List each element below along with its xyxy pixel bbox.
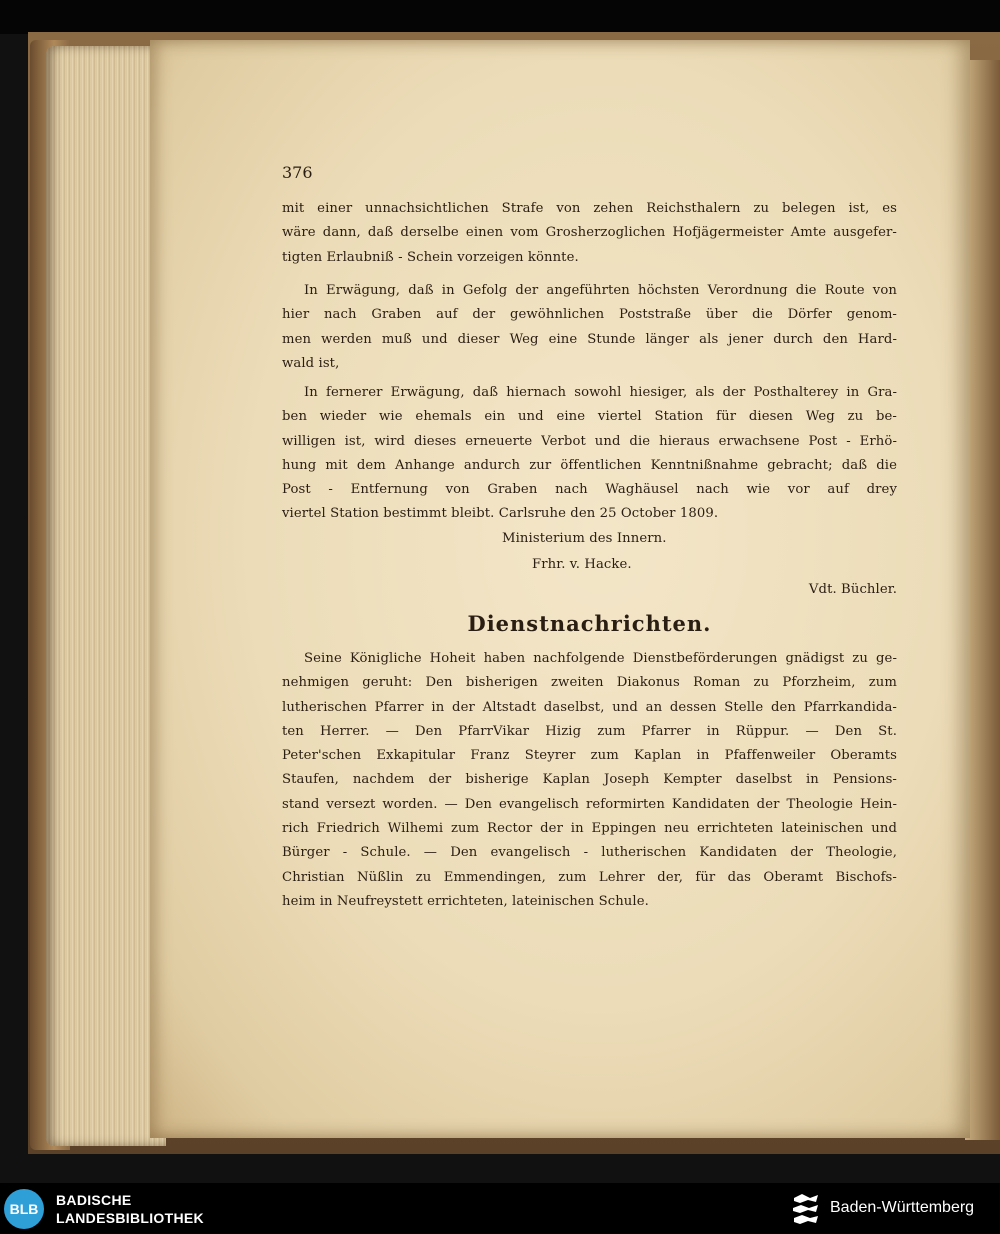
library-name-line-1: BADISCHE <box>56 1192 132 1208</box>
text-line: Post - Entfernung von Graben nach Waghäusel nach wie vor auf drey <box>282 482 897 498</box>
signature-vdt: Vdt. Büchler. <box>808 582 897 597</box>
signature-ministry: Ministerium des Innern. <box>502 531 667 546</box>
text-line: heim in Neufreystett errichteten, lateinischen Schule. <box>282 893 649 909</box>
state-label[interactable]: Baden-Württemberg <box>830 1199 975 1216</box>
text-line: lutherischen Pfarrer in der Altstadt daselbst, und an dessen Stelle den Pfarrkandida- <box>282 699 897 715</box>
text-line: Seine Königliche Hoheit haben nachfolgende Dienstbeförderungen gnädigst zu ge- <box>304 651 897 666</box>
signature-name: Frhr. v. Hacke. <box>532 557 632 572</box>
text-line: willigen ist, wird dieses erneuerte Verbot und die hieraus erwachsene Post - Erhö- <box>282 433 897 449</box>
blb-logo[interactable]: BLB <box>4 1189 44 1229</box>
text-line: nehmigen geruht: Den bisherigen zweiten Diakonus Roman zu Pforzheim, zum <box>282 675 897 691</box>
text-line: Christian Nüßlin zu Emmendingen, zum Lehrer der, für das Oberamt Bischofs- <box>282 869 897 885</box>
text-line: ben wieder wie ehemals ein und eine viertel Station für diesen Weg zu be- <box>282 409 897 425</box>
paragraph-4 <box>282 647 897 914</box>
page-right-edge <box>965 60 1000 1140</box>
text-line: stand versezt worden. — Den evangelisch reformirten Kandidaten der Theologie Hein- <box>282 796 897 812</box>
paragraph-3 <box>282 381 897 527</box>
section-heading: Dienstnachrichten. <box>467 611 712 636</box>
text-line: men werden muß und dieser Weg eine Stunde länger als jener durch den Hard- <box>282 331 897 347</box>
footer-bar <box>0 1183 1000 1234</box>
scan-top-border <box>0 0 1000 34</box>
text-line: mit einer unnachsichtlichen Strafe von zehen Reichsthalern zu belegen ist, es <box>282 201 897 216</box>
page-number: 376 <box>282 163 313 182</box>
paragraph-2 <box>282 279 897 376</box>
text-line: In fernerer Erwägung, daß hiernach sowohl hiesiger, als der Posthalterey in Gra- <box>304 385 897 400</box>
text-line: viertel Station bestimmt bleibt. Carlsruhe den 25 October 1809. <box>282 506 719 522</box>
baden-wuerttemberg-lions-icon <box>790 1192 822 1226</box>
paragraph-1 <box>282 197 897 270</box>
text-line: hier nach Graben auf der gewöhnlichen Poststraße über die Dörfer genom- <box>282 307 897 323</box>
text-line: Bürger - Schule. — Den evangelisch - lutherischen Kandidaten der Theologie, <box>282 845 897 861</box>
text-line: In Erwägung, daß in Gefolg der angeführten höchsten Verordnung die Route von <box>304 283 897 298</box>
text-line: rich Friedrich Wilhemi zum Rector der in Eppingen neu errichteten lateinischen und <box>282 821 897 837</box>
text-line: hung mit dem Anhange andurch zur öffentlichen Kenntnißnahme gebracht; daß die <box>282 457 897 473</box>
page-stack <box>46 46 166 1146</box>
library-name-line-2: LANDESBIBLIOTHEK <box>56 1210 204 1226</box>
text-line: tigten Erlaubniß - Schein vorzeigen könnte. <box>282 249 579 265</box>
library-name[interactable] <box>56 1191 204 1227</box>
text-line: wald ist, <box>282 355 340 371</box>
text-line: wäre dann, daß derselbe einen vom Grosherzoglichen Hofjägermeister Amte ausgefer- <box>282 225 897 241</box>
text-line: ten Herrer. — Den PfarrVikar Hizig zum Pfarrer in Rüppur. — Den St. <box>282 723 897 739</box>
text-line: Peter'schen Exkapitular Franz Steyrer zum Kaplan in Pfaffenweiler Oberamts <box>282 748 897 764</box>
text-line: Staufen, nachdem der bisherige Kaplan Joseph Kempter daselbst in Pensions- <box>282 772 897 788</box>
